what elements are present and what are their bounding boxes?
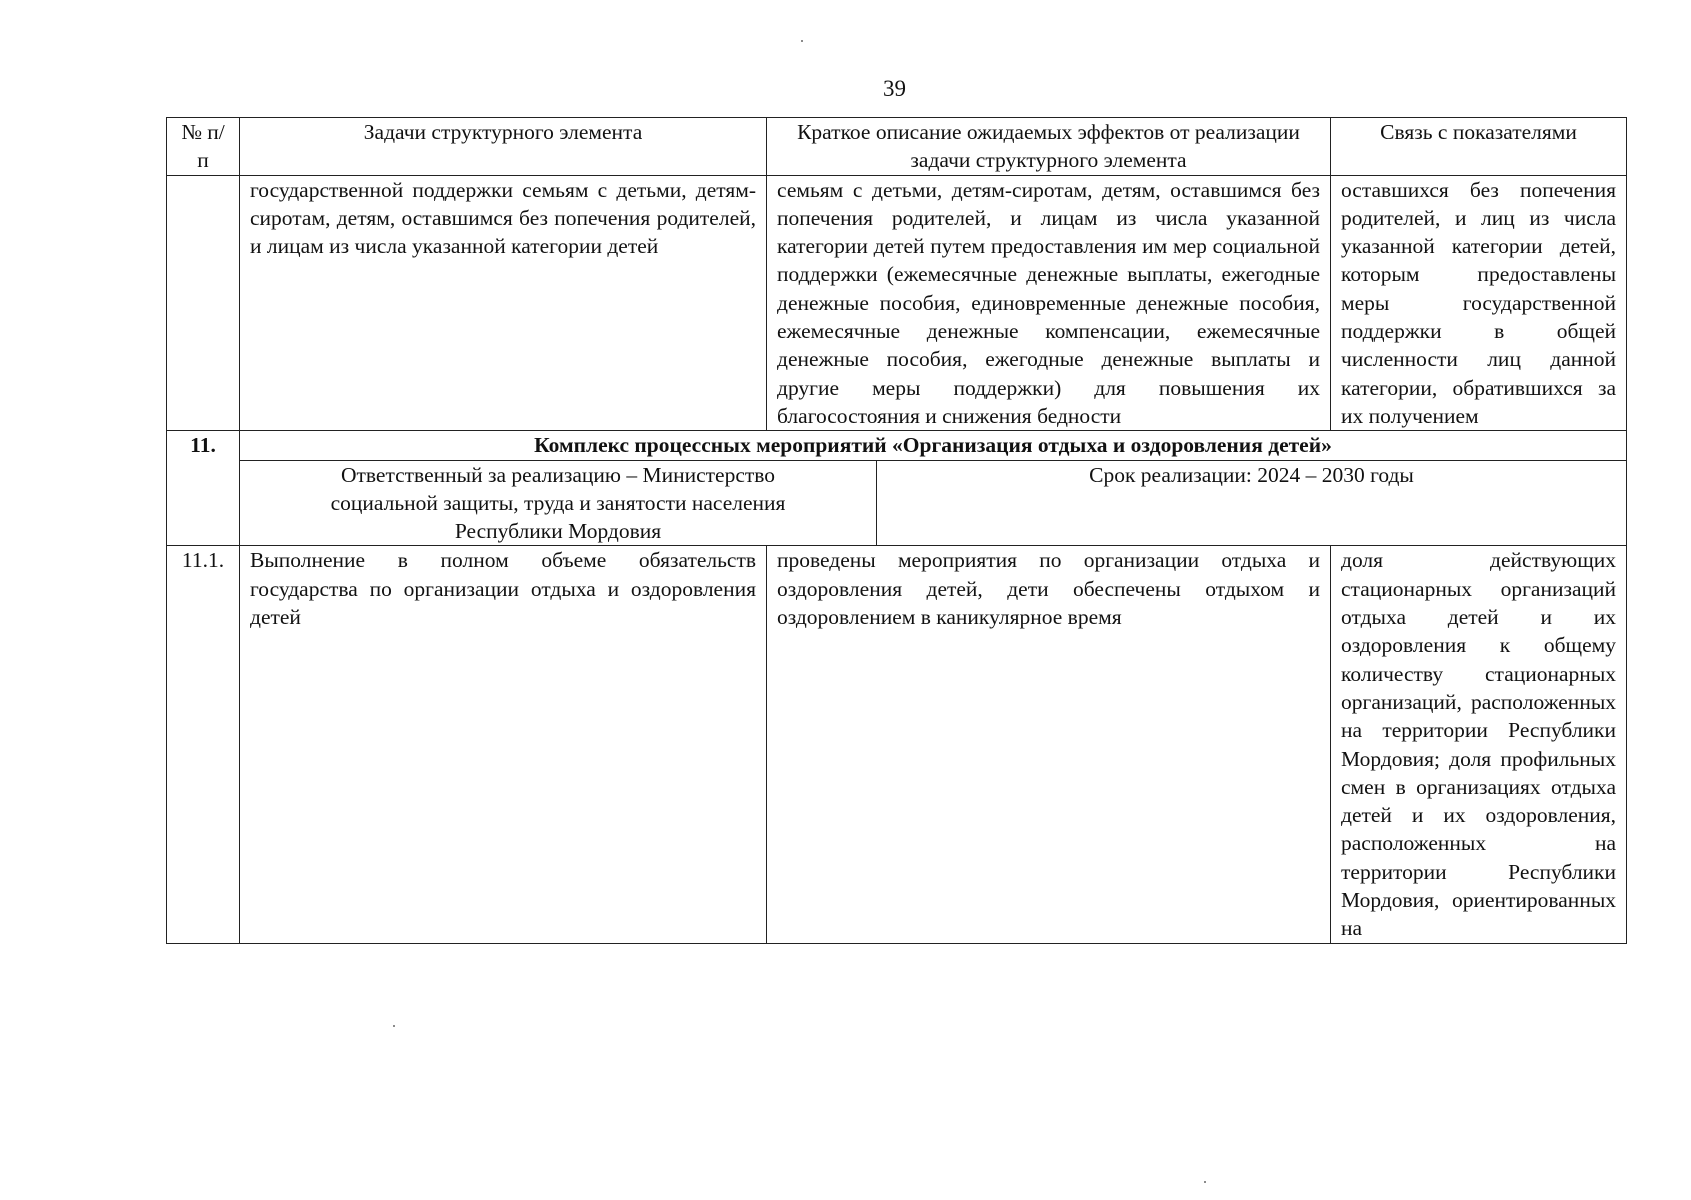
row-number: 11.1.	[167, 546, 240, 943]
table-row	[167, 546, 1627, 943]
term-cell: Срок реализации: 2024 – 2030 годы	[877, 460, 1627, 546]
section-meta-row	[167, 460, 1627, 546]
header-indicators: Связь с показателями	[1331, 118, 1627, 176]
header-effects: Краткое описание ожидаемых эффектов от реализации задачи структурного элемента	[767, 118, 1331, 176]
page-number: 39	[883, 76, 906, 101]
task-cell: государственной поддержки семьям с детьми, детям-сиротам, детям, оставшимся без попечения родителей, и лицам из числа указанной категории детей	[240, 175, 767, 431]
row-number	[167, 175, 240, 431]
scan-speck	[393, 1025, 395, 1027]
section-title-row	[167, 431, 1627, 460]
task-cell: Выполнение в полном объеме обязательств государства по организации отдыха и оздоровления детей	[240, 546, 767, 943]
header-tasks: Задачи структурного элемента	[240, 118, 767, 176]
effect-cell: семьям с детьми, детям-сиротам, детям, оставшимся без попечения родителей, и лицам из числа указанной категории детей путем предоставления им мер социальной поддержки (ежемесячные денежные выплаты, ежегодные денежные пособия, единовременные денежные пособия, ежемесячные денежные компенсации, ежемесячные денежные пособия, ежегодные денежные выплаты и другие меры поддержки) для повышения их благосостояния и снижения бедности	[767, 175, 1331, 431]
header-number: № п/п	[167, 118, 240, 176]
table-row	[167, 175, 1627, 431]
table-header-row	[167, 118, 1627, 176]
program-table	[166, 117, 1627, 944]
scan-speck	[1204, 1181, 1206, 1183]
section-title: Комплекс процессных мероприятий «Организация отдыха и оздоровления детей»	[240, 431, 1627, 460]
section-number: 11.	[167, 431, 240, 546]
responsible-cell: Ответственный за реализацию – Министерство социальной защиты, труда и занятости населения Республики Мордовия	[240, 460, 877, 546]
indicator-cell: оставшихся без попечения родителей, и лиц из числа указанной категории детей, которым предоставлены меры государственной поддержки в общей численности лиц данной категории, обратившихся за их получением	[1331, 175, 1627, 431]
indicator-cell: доля действующих стационарных организаций отдыха детей и их оздоровления к общему количеству стационарных организаций, расположенных на территории Республики Мордовия; доля профильных смен в организациях отдыха детей и их оздоровления, расположенных на территории Республики Мордовия, ориентированных на	[1331, 546, 1627, 943]
effect-cell: проведены мероприятия по организации отдыха и оздоровления детей, дети обеспечены отдыхом и оздоровлением в каникулярное время	[767, 546, 1331, 943]
scan-speck	[801, 40, 803, 42]
